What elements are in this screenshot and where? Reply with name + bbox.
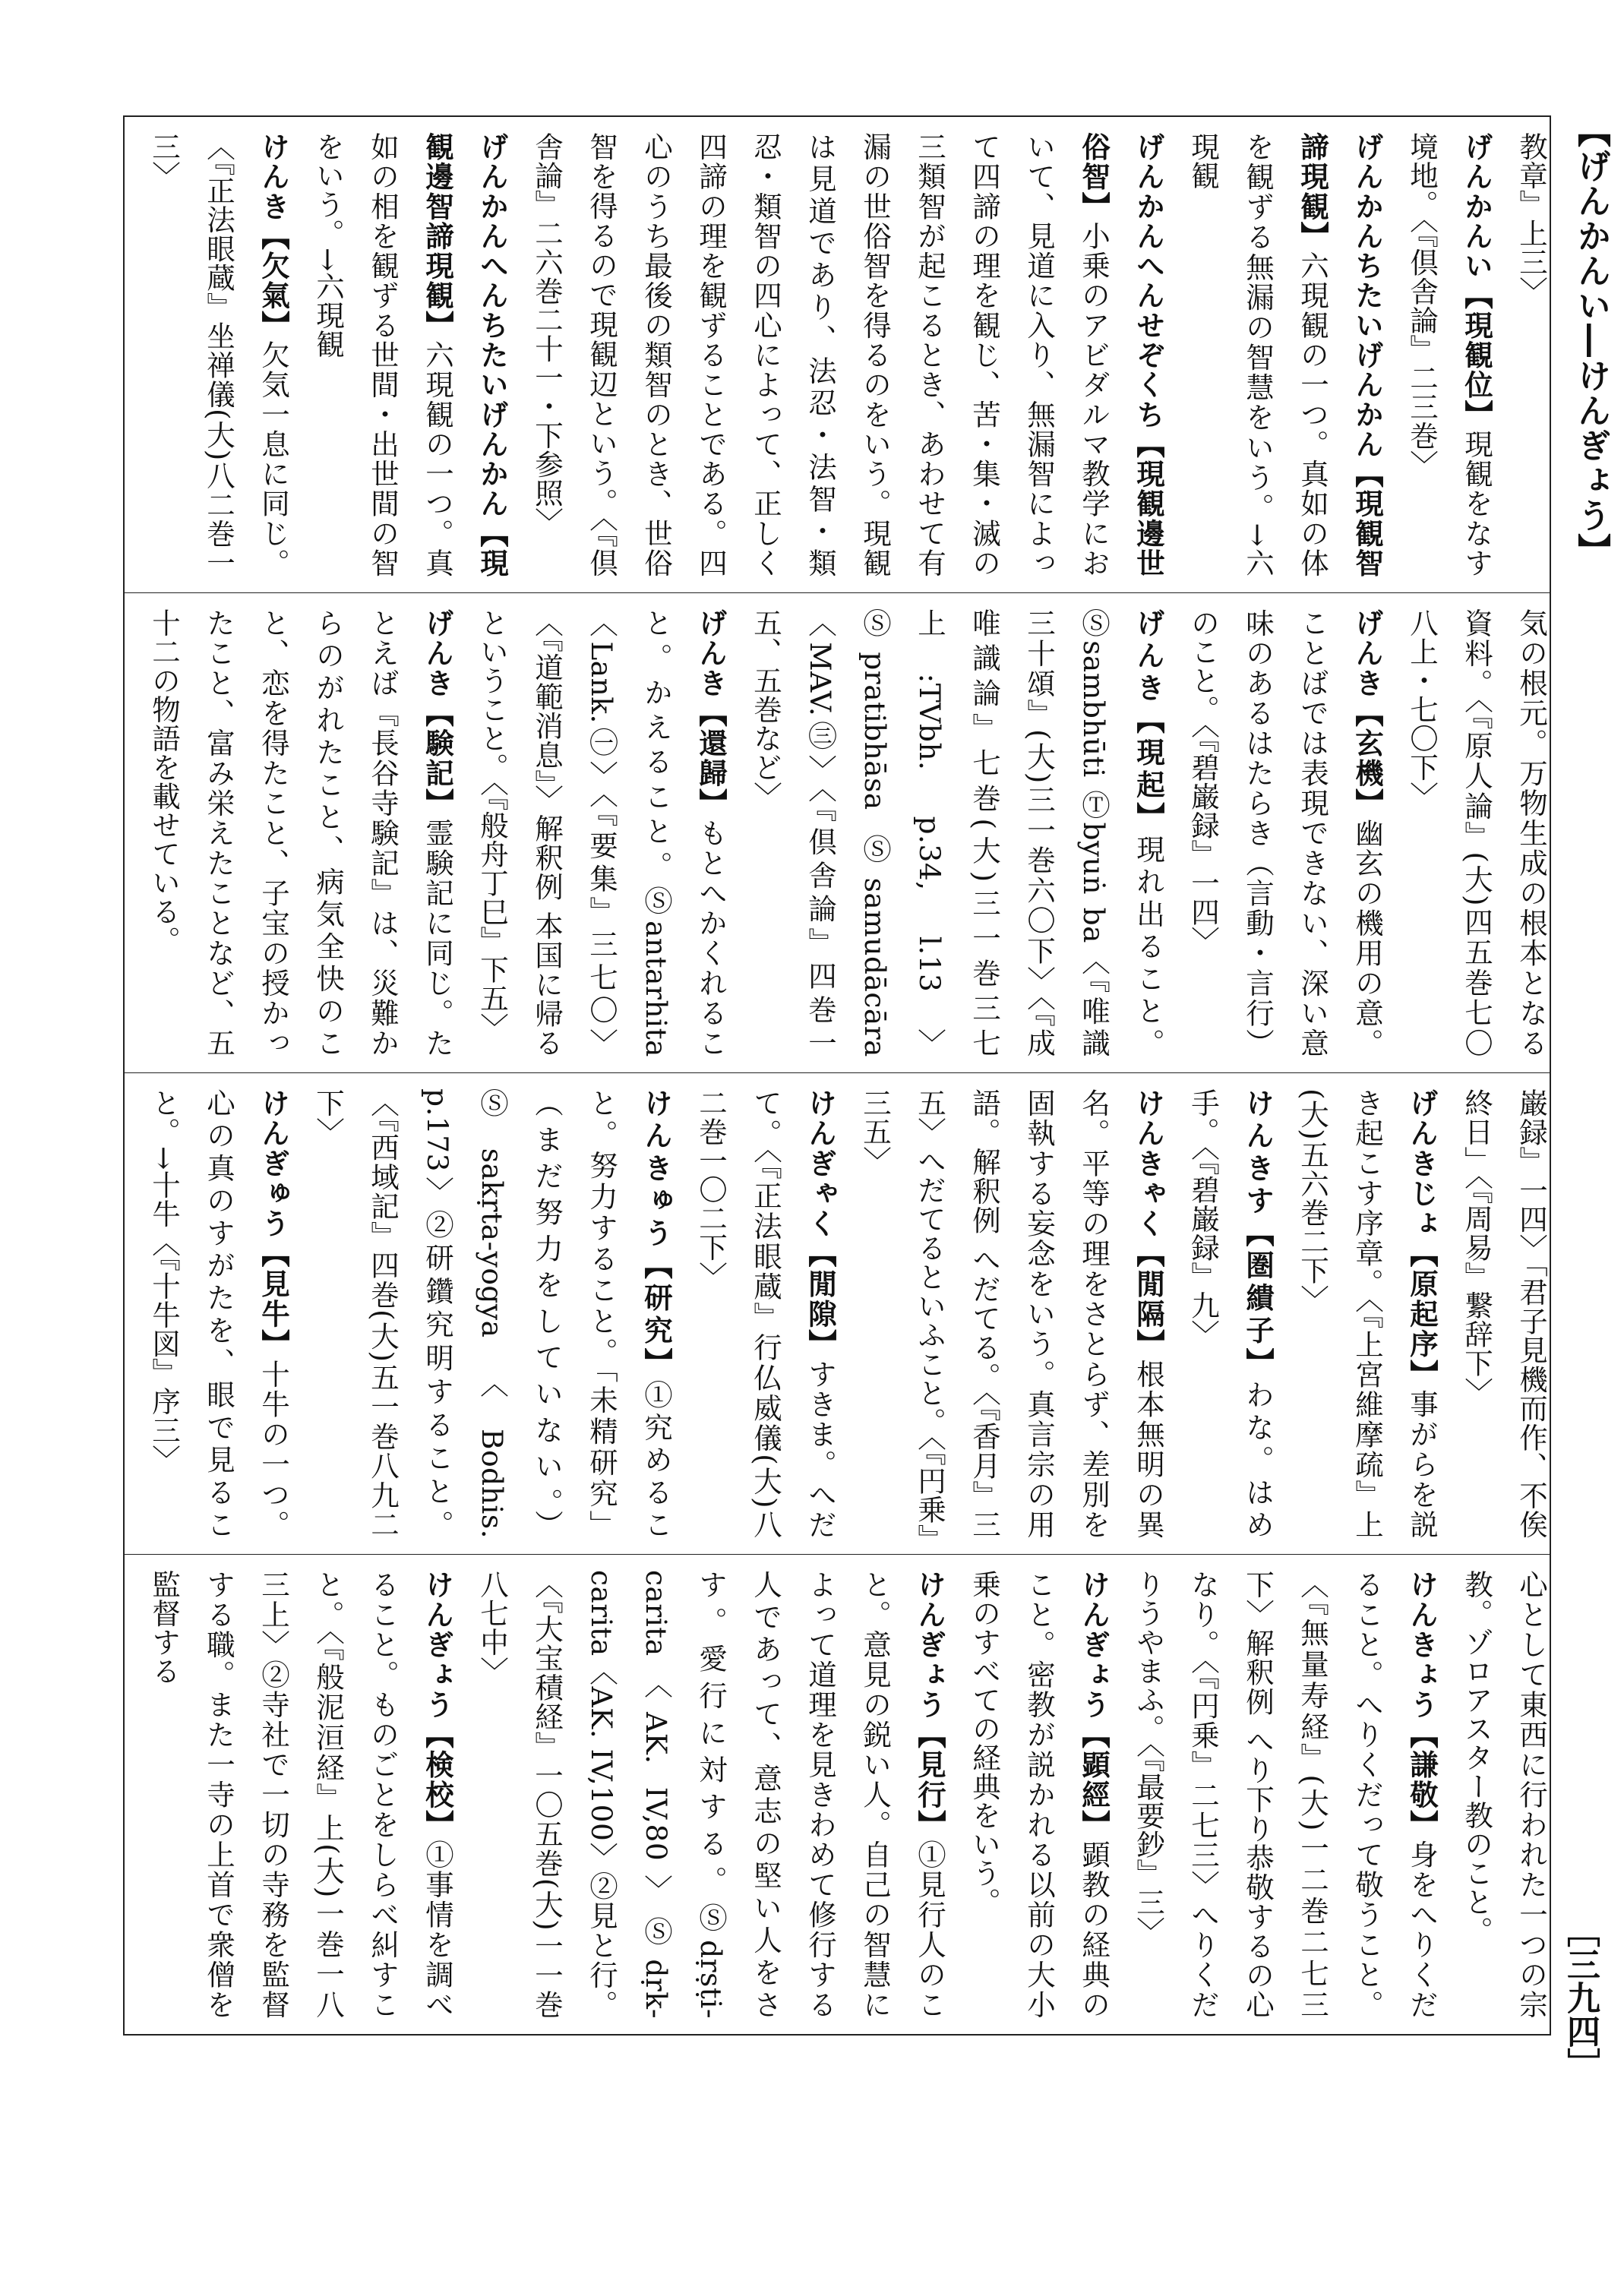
dictionary-entry: けんぎゅう【見牛】十牛の一つ。心の真のすがたを、眼で見ること。→十牛〈『十牛図』序三〉: [147, 1088, 290, 1540]
dictionary-entry: 心として東西に行われた一つの宗教。ゾロアスター教のこと。: [1460, 1570, 1548, 2019]
tier-top: [125, 117, 1550, 592]
dictionary-entry: けんきょう【謙敬】身をへりくだること。へりくだって敬うこと。〈『無量寿経』(大)一二巻二七三下〉解釈例 へり下り恭敬するの心なり。〈『円乗』二七三〉へりくだりうやまふ。〈『最要鈔』三〉: [1132, 1570, 1439, 2019]
entry-headword: げんかんへんせぞくち【現観邊世俗智】: [1077, 132, 1165, 577]
tier-text: [137, 1088, 1550, 1549]
dictionary-entry: けんぎょう【見行】①見行人のこと。意見の鋭い人。自己の智慧によって道理を見きわめて修行する人であって、意志の堅い人をさす。愛行に対する。Ⓢdṛṣṭi-carita〈AK. IV,80〉Ⓢdṛk-carita〈AK. IV,100〉②見と行。〈『大宝積経』一〇五巻(大)一一巻八七中〉: [476, 1570, 946, 2019]
entry-headword: けんき【欠氣】: [257, 132, 290, 340]
entry-headword: けんきす【圏繢子】: [1241, 1088, 1275, 1381]
dictionary-entry: げんき【玄機】幽玄の機用の意。ことばでは表現できない、深い意味のあるはたらき（言動・言行）のこと。〈『碧巌録』一四〉: [1186, 608, 1384, 1057]
entry-headword: けんぎゅう【見牛】: [257, 1088, 290, 1360]
dictionary-entry: げんきじょ【原起序】事がらを説き起こす序章。〈『上宮維摩疏』上(大)五六巻二下〉: [1296, 1088, 1439, 1540]
dictionary-entry: げんかんへんせぞくち【現観邊世俗智】小乗のアビダルマ教学において、見道に入り、無漏智によって四諦の理を観じ、苦・集・滅の三類智が起こるとき、あわせて有漏の世俗智を得るのをいう。現観は見道であり、法忍・法智・類忍・類智の四心によって、正しく四諦の理を観ずることである。四心のうち最後の類智のとき、世俗智を得るので現観辺という。〈『倶舎論』二六巻二十一・下参照〉: [530, 132, 1165, 578]
entry-headword: げんき【現起】: [1132, 608, 1165, 835]
page-number: ［三九四］: [1561, 1914, 1600, 2081]
entry-headword: けんぎょう【見行】: [913, 1570, 946, 1840]
tier-text: [137, 132, 1550, 577]
dictionary-entry: けんきゃく【閒隔】根本無明の異名。平等の理をさとらず、差別を固執する妄念をいう。真言宗の用語。解釈例 へだてる。〈『香月』三五〉へだてるといふこと。〈『円乗』三五〉: [858, 1088, 1165, 1540]
dictionary-entry: げんき【験記】霊験記に同じ。たとえば『長谷寺験記』は、災難からのがれたこと、病気全快のこと、恋を得たこと、子宝の授かったこと、富み栄えたことなど、五十二の物語を載せている。: [147, 608, 454, 1057]
dictionary-entry: げんき【現起】現れ出ること。Ⓢsambhūti Ⓣbyuṅ ba〈『唯識三十頌』(大)三一巻六〇下〉〈『成唯識論』七巻(大)三一巻三七上:TVbh. p.34, l.13〉Ⓢpratibhāsa Ⓢsamudācāra〈MAV.㊂〉〈『倶舎論』四巻一五、五巻など〉: [749, 608, 1165, 1058]
entry-headword: げんき【験記】: [421, 608, 454, 819]
dictionary-entry: 教章』上三〉: [1515, 132, 1548, 305]
entry-headword: けんきゃく【閒隔】: [1132, 1088, 1165, 1360]
dictionary-entry: けんぎゃく【閒隙】すきま。へだて。〈『正法眼蔵』行仏威儀(大)八二巻一〇二下〉: [694, 1088, 837, 1540]
entry-headword: げんかんちたいげんかん【現観智諦現観】: [1296, 132, 1384, 577]
entry-headword: けんぎゃく【閒隙】: [804, 1088, 837, 1360]
running-header: 【げんかんい―けんぎょう】: [1572, 114, 1610, 568]
dictionary-entry: げんかんちたいげんかん【現観智諦現観】六現観の一つ。真如の体を観ずる無漏の智慧をいう。→六現観: [1186, 132, 1384, 578]
tier-bottom: [125, 1554, 1550, 2034]
dictionary-entry: げんき【還歸】もとへかくれること。かえること。Ⓢantarhita〈Lank.㊀〉〈『要集』三七〇〉〈『道範消息』〉解釈例 本国に帰るということ。〈『般舟丁巳』下五〉: [476, 608, 728, 1057]
dictionary-entry: けんきす【圏繢子】わな。はめ手。〈『碧巌録』九〉: [1186, 1088, 1275, 1540]
entry-headword: げんかんい【現観位】: [1460, 132, 1493, 430]
entry-headword: げんき【玄機】: [1351, 608, 1384, 819]
entry-headword: げんき【還歸】: [694, 608, 728, 819]
dictionary-entry: げんかんへんちたいげんかん【現観邊智諦現観】六現観の一つ。真如の相を観ずる世間・出世間の智をいう。→六現観: [311, 132, 509, 578]
tier-third: [125, 1072, 1550, 1554]
entry-headword: けんぎょう【顕經】: [1077, 1570, 1111, 1840]
dictionary-entry: 気の根元。万物生成の根本となる資料。〈『原人論』(大)四五巻七〇八上・七〇下〉: [1405, 608, 1548, 1057]
dictionary-entry: けんきゅう【研究】①究めること。努力すること。「未精研究」（まだ努力をしていない。）Ⓢsakṛta-yogya〈Bodhis. p.173〉②研鑽究明すること。〈『西域記』四巻(大)五一巻八九二下〉: [311, 1088, 673, 1549]
dictionary-entry: 巌録』一四〉「君子見機而作、不俟終日」〈『周易』繋辞下〉: [1460, 1088, 1548, 1539]
dictionary-entry: けんぎょう【検校】①事情を調べること。ものごとをしらべ糾すこと。〈『般泥洹経』上(大)一巻一八三上〉②寺社で一切の寺務を監督する職。また一寺の上首で衆僧を監督する: [147, 1570, 454, 2019]
entry-headword: げんきじょ【原起序】: [1405, 1088, 1439, 1390]
entry-headword: げんかんへんちたいげんかん【現観邊智諦現観】: [421, 132, 509, 577]
dictionary-entry: けんぎょう【顕經】顕教の経典のこと。密教が説かれる以前の大小乗のすべての経典をいう。: [968, 1570, 1111, 2019]
tier-text: [137, 1570, 1550, 2019]
page-frame: [123, 115, 1551, 2036]
entry-headword: けんぎょう【検校】: [421, 1570, 454, 1840]
tier-second: [125, 592, 1550, 1072]
dictionary-entry: けんき【欠氣】欠気一息に同じ。〈『正法眼蔵』坐禅儀(大)八二巻一三〉: [147, 132, 290, 578]
tier-text: [137, 608, 1550, 1057]
entry-headword: けんきょう【謙敬】: [1405, 1570, 1439, 1840]
dictionary-entry: げんかんい【現観位】現観をなす境地。〈『倶舎論』二三巻〉: [1405, 132, 1493, 578]
entry-headword: けんきゅう【研究】: [640, 1088, 673, 1381]
